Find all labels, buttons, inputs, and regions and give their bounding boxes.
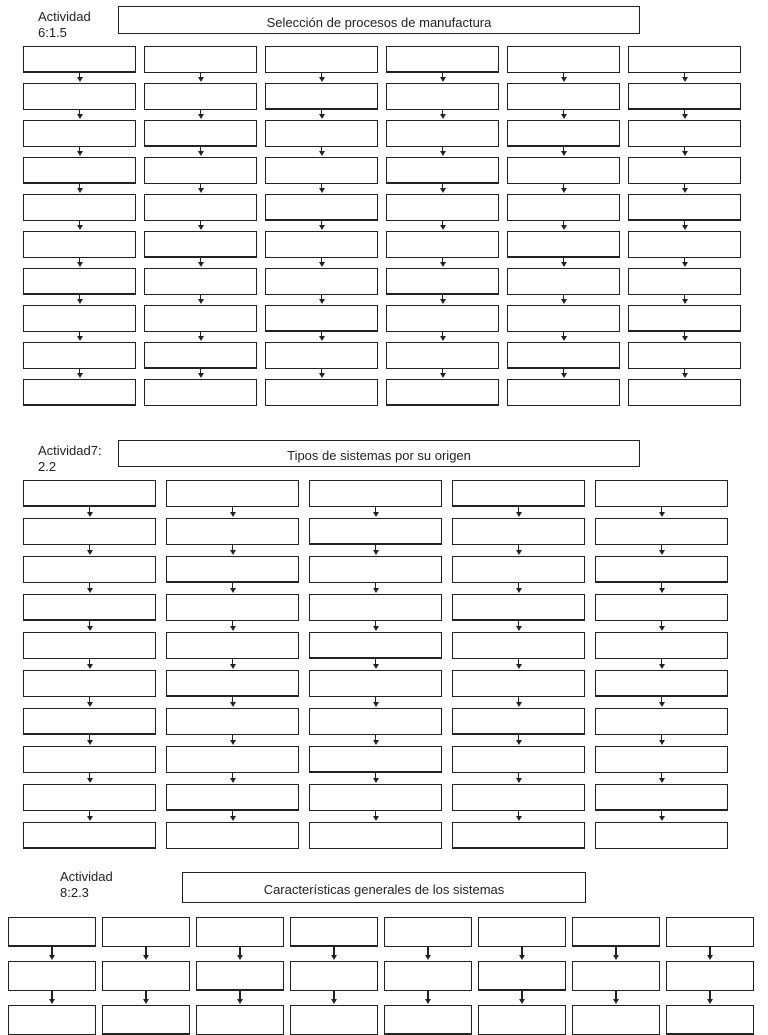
flowchart-box[interactable]	[628, 194, 741, 221]
down-arrow-icon	[615, 991, 616, 1001]
down-arrow-icon	[442, 295, 443, 301]
down-arrow-icon	[89, 507, 90, 514]
down-arrow-icon	[200, 258, 201, 264]
flowchart-box[interactable]	[102, 917, 190, 947]
activity-label: Actividad 8:2.3	[60, 869, 113, 900]
flowchart-box[interactable]	[166, 594, 299, 621]
down-arrow-icon	[375, 659, 376, 666]
down-arrow-icon	[51, 991, 52, 1001]
down-arrow-icon	[427, 947, 428, 957]
flowchart-box[interactable]	[309, 746, 442, 773]
down-arrow-icon	[563, 258, 564, 264]
flowchart-box[interactable]	[595, 594, 728, 621]
down-arrow-icon	[661, 773, 662, 780]
flowchart-box[interactable]	[628, 46, 741, 73]
down-arrow-icon	[684, 184, 685, 190]
flowchart-box[interactable]	[309, 518, 442, 545]
down-arrow-icon	[563, 147, 564, 153]
flowchart-box[interactable]	[452, 784, 585, 811]
flowchart-box[interactable]	[452, 746, 585, 773]
down-arrow-icon	[89, 583, 90, 590]
flowchart-box[interactable]	[384, 917, 472, 947]
down-arrow-icon	[684, 73, 685, 79]
flowchart-box[interactable]	[595, 480, 728, 507]
flowchart-box[interactable]	[628, 120, 741, 147]
down-arrow-icon	[200, 295, 201, 301]
flowchart-box[interactable]	[452, 518, 585, 545]
down-arrow-icon	[442, 369, 443, 375]
flowchart-box[interactable]	[8, 1005, 96, 1035]
flowchart-box[interactable]	[666, 917, 754, 947]
flowchart-box[interactable]	[507, 379, 620, 406]
down-arrow-icon	[200, 369, 201, 375]
down-arrow-icon	[321, 295, 322, 301]
down-arrow-icon	[321, 73, 322, 79]
down-arrow-icon	[518, 811, 519, 818]
flowchart-box[interactable]	[23, 480, 156, 507]
down-arrow-icon	[321, 147, 322, 153]
flowchart-box[interactable]	[507, 157, 620, 184]
down-arrow-icon	[684, 147, 685, 153]
flowchart-box[interactable]	[166, 556, 299, 583]
down-arrow-icon	[684, 110, 685, 116]
down-arrow-icon	[375, 621, 376, 628]
flowchart-box[interactable]	[666, 961, 754, 991]
flowchart-box[interactable]	[23, 194, 136, 221]
down-arrow-icon	[661, 545, 662, 552]
down-arrow-icon	[232, 583, 233, 590]
flowchart-box[interactable]	[23, 822, 156, 849]
down-arrow-icon	[442, 258, 443, 264]
flowchart-box[interactable]	[265, 157, 378, 184]
down-arrow-icon	[518, 659, 519, 666]
down-arrow-icon	[518, 583, 519, 590]
down-arrow-icon	[518, 697, 519, 704]
down-arrow-icon	[661, 621, 662, 628]
flowchart-box[interactable]	[384, 961, 472, 991]
flowchart-box[interactable]	[166, 822, 299, 849]
down-arrow-icon	[684, 369, 685, 375]
down-arrow-icon	[375, 735, 376, 742]
down-arrow-icon	[79, 110, 80, 116]
flowchart-box[interactable]	[595, 670, 728, 697]
down-arrow-icon	[333, 991, 334, 1001]
down-arrow-icon	[79, 221, 80, 227]
down-arrow-icon	[79, 73, 80, 79]
flowchart-box[interactable]	[386, 46, 499, 73]
flowchart-box[interactable]	[102, 961, 190, 991]
down-arrow-icon	[521, 991, 522, 1001]
flowchart-box[interactable]	[595, 556, 728, 583]
flowchart-box[interactable]	[265, 83, 378, 110]
down-arrow-icon	[79, 147, 80, 153]
flowchart-box[interactable]	[595, 632, 728, 659]
down-arrow-icon	[563, 295, 564, 301]
down-arrow-icon	[321, 332, 322, 338]
down-arrow-icon	[521, 947, 522, 957]
flowchart-box[interactable]	[507, 305, 620, 332]
flowchart-box[interactable]	[386, 305, 499, 332]
flowchart-box[interactable]	[196, 917, 284, 947]
down-arrow-icon	[321, 221, 322, 227]
flowchart-box[interactable]	[144, 379, 257, 406]
flowchart-box[interactable]	[23, 708, 156, 735]
down-arrow-icon	[51, 947, 52, 957]
flowchart-box[interactable]	[386, 83, 499, 110]
flowchart-box[interactable]	[507, 342, 620, 369]
down-arrow-icon	[232, 697, 233, 704]
flowchart-box[interactable]	[628, 83, 741, 110]
flowchart-box[interactable]	[628, 342, 741, 369]
flowchart-box[interactable]	[595, 746, 728, 773]
flowchart-box[interactable]	[507, 231, 620, 258]
flowchart-box[interactable]	[452, 822, 585, 849]
flowchart-box[interactable]	[265, 120, 378, 147]
down-arrow-icon	[89, 659, 90, 666]
flowchart-box[interactable]	[102, 1005, 190, 1035]
down-arrow-icon	[442, 221, 443, 227]
flowchart-box[interactable]	[144, 46, 257, 73]
flowchart-box[interactable]	[144, 120, 257, 147]
down-arrow-icon	[709, 991, 710, 1001]
down-arrow-icon	[518, 621, 519, 628]
flowchart-box[interactable]	[386, 120, 499, 147]
flowchart-box[interactable]	[265, 268, 378, 295]
flowchart-box[interactable]	[309, 480, 442, 507]
down-arrow-icon	[200, 147, 201, 153]
down-arrow-icon	[232, 507, 233, 514]
down-arrow-icon	[321, 258, 322, 264]
down-arrow-icon	[239, 991, 240, 1001]
down-arrow-icon	[89, 697, 90, 704]
flowchart-box[interactable]	[478, 961, 566, 991]
down-arrow-icon	[563, 332, 564, 338]
down-arrow-icon	[375, 507, 376, 514]
flowchart-box[interactable]	[166, 480, 299, 507]
flowchart-box[interactable]	[309, 594, 442, 621]
down-arrow-icon	[89, 621, 90, 628]
flowchart-box[interactable]	[23, 231, 136, 258]
flowchart-box[interactable]	[265, 231, 378, 258]
activity-label: Actividad7: 2.2	[38, 443, 102, 474]
flowchart-box[interactable]	[23, 46, 136, 73]
down-arrow-icon	[321, 184, 322, 190]
flowchart-box[interactable]	[265, 194, 378, 221]
flowchart-box[interactable]	[595, 784, 728, 811]
down-arrow-icon	[661, 697, 662, 704]
down-arrow-icon	[375, 697, 376, 704]
flowchart-box[interactable]	[452, 556, 585, 583]
down-arrow-icon	[232, 545, 233, 552]
flowchart-box[interactable]	[628, 231, 741, 258]
down-arrow-icon	[79, 369, 80, 375]
flowchart-box[interactable]	[23, 83, 136, 110]
down-arrow-icon	[518, 735, 519, 742]
down-arrow-icon	[563, 369, 564, 375]
down-arrow-icon	[232, 811, 233, 818]
flowchart-box[interactable]	[386, 342, 499, 369]
flowchart-box[interactable]	[595, 708, 728, 735]
down-arrow-icon	[661, 507, 662, 514]
flowchart-box[interactable]	[309, 556, 442, 583]
down-arrow-icon	[232, 621, 233, 628]
down-arrow-icon	[563, 73, 564, 79]
down-arrow-icon	[615, 947, 616, 957]
flowchart-box[interactable]	[166, 708, 299, 735]
flowchart-box[interactable]	[452, 670, 585, 697]
down-arrow-icon	[145, 991, 146, 1001]
flowchart-box[interactable]	[628, 157, 741, 184]
flowchart-box[interactable]	[386, 194, 499, 221]
flowchart-box[interactable]	[166, 784, 299, 811]
down-arrow-icon	[684, 221, 685, 227]
down-arrow-icon	[661, 735, 662, 742]
flowchart-box[interactable]	[572, 1005, 660, 1035]
down-arrow-icon	[79, 184, 80, 190]
down-arrow-icon	[661, 583, 662, 590]
down-arrow-icon	[661, 659, 662, 666]
flowchart-box[interactable]	[8, 961, 96, 991]
flowchart-box[interactable]	[309, 708, 442, 735]
flowchart-box[interactable]	[478, 1005, 566, 1035]
flowchart-box[interactable]	[23, 157, 136, 184]
flowchart-box[interactable]	[23, 746, 156, 773]
down-arrow-icon	[563, 184, 564, 190]
flowchart-box[interactable]	[23, 342, 136, 369]
flowchart-box[interactable]	[309, 632, 442, 659]
down-arrow-icon	[333, 947, 334, 957]
flowchart-box[interactable]	[507, 83, 620, 110]
down-arrow-icon	[89, 735, 90, 742]
down-arrow-icon	[232, 735, 233, 742]
down-arrow-icon	[79, 332, 80, 338]
flowchart-box[interactable]	[507, 194, 620, 221]
down-arrow-icon	[89, 773, 90, 780]
flowchart-box[interactable]	[265, 342, 378, 369]
flowchart-box[interactable]	[166, 670, 299, 697]
flowchart-box[interactable]	[265, 46, 378, 73]
flowchart-box[interactable]	[595, 822, 728, 849]
flowchart-box[interactable]	[265, 305, 378, 332]
flowchart-box[interactable]	[572, 917, 660, 947]
flowchart-box[interactable]	[290, 917, 378, 947]
down-arrow-icon	[684, 295, 685, 301]
flowchart-box[interactable]	[23, 632, 156, 659]
section-title: Selección de procesos de manufactura	[118, 6, 640, 34]
flowchart-box[interactable]	[23, 518, 156, 545]
flowchart-box[interactable]	[23, 556, 156, 583]
down-arrow-icon	[79, 258, 80, 264]
flowchart-box[interactable]	[265, 379, 378, 406]
down-arrow-icon	[442, 147, 443, 153]
down-arrow-icon	[200, 184, 201, 190]
down-arrow-icon	[89, 545, 90, 552]
flowchart-box[interactable]	[452, 480, 585, 507]
down-arrow-icon	[232, 659, 233, 666]
flowchart-box[interactable]	[23, 379, 136, 406]
flowchart-box[interactable]	[23, 120, 136, 147]
flowchart-box[interactable]	[309, 822, 442, 849]
down-arrow-icon	[79, 295, 80, 301]
flowchart-box[interactable]	[384, 1005, 472, 1035]
down-arrow-icon	[232, 773, 233, 780]
flowchart-box[interactable]	[386, 157, 499, 184]
down-arrow-icon	[375, 545, 376, 552]
flowchart-box[interactable]	[507, 268, 620, 295]
section-title: Características generales de los sistemas	[182, 872, 586, 903]
flowchart-box[interactable]	[144, 268, 257, 295]
flowchart-box[interactable]	[144, 342, 257, 369]
down-arrow-icon	[709, 947, 710, 957]
flowchart-box[interactable]	[8, 917, 96, 947]
flowchart-box[interactable]	[166, 746, 299, 773]
flowchart-box[interactable]	[452, 632, 585, 659]
down-arrow-icon	[145, 947, 146, 957]
down-arrow-icon	[661, 811, 662, 818]
down-arrow-icon	[375, 773, 376, 780]
flowchart-box[interactable]	[23, 268, 136, 295]
down-arrow-icon	[200, 73, 201, 79]
flowchart-box[interactable]	[628, 379, 741, 406]
flowchart-box[interactable]	[452, 594, 585, 621]
flowchart-box[interactable]	[166, 518, 299, 545]
flowchart-box[interactable]	[23, 784, 156, 811]
flowchart-box[interactable]	[166, 632, 299, 659]
down-arrow-icon	[427, 991, 428, 1001]
flowchart-box[interactable]	[196, 961, 284, 991]
down-arrow-icon	[375, 583, 376, 590]
down-arrow-icon	[518, 773, 519, 780]
down-arrow-icon	[442, 73, 443, 79]
flowchart-box[interactable]	[144, 305, 257, 332]
down-arrow-icon	[442, 184, 443, 190]
flowchart-box[interactable]	[666, 1005, 754, 1035]
down-arrow-icon	[89, 811, 90, 818]
down-arrow-icon	[200, 332, 201, 338]
section-title: Tipos de sistemas por su origen	[118, 440, 640, 467]
flowchart-box[interactable]	[144, 231, 257, 258]
down-arrow-icon	[321, 110, 322, 116]
flowchart-box[interactable]	[144, 157, 257, 184]
flowchart-box[interactable]	[386, 231, 499, 258]
down-arrow-icon	[239, 947, 240, 957]
flowchart-box[interactable]	[290, 1005, 378, 1035]
down-arrow-icon	[442, 110, 443, 116]
flowchart-box[interactable]	[628, 305, 741, 332]
down-arrow-icon	[518, 507, 519, 514]
down-arrow-icon	[563, 221, 564, 227]
activity-label: Actividad 6:1.5	[38, 9, 91, 40]
flowchart-box[interactable]	[144, 83, 257, 110]
flowchart-box[interactable]	[386, 379, 499, 406]
flowchart-box[interactable]	[628, 268, 741, 295]
flowchart-box[interactable]	[595, 518, 728, 545]
flowchart-box[interactable]	[309, 784, 442, 811]
down-arrow-icon	[442, 332, 443, 338]
flowchart-box[interactable]	[23, 670, 156, 697]
down-arrow-icon	[684, 258, 685, 264]
flowchart-box[interactable]	[309, 670, 442, 697]
flowchart-box[interactable]	[23, 305, 136, 332]
down-arrow-icon	[684, 332, 685, 338]
flowchart-box[interactable]	[507, 120, 620, 147]
down-arrow-icon	[321, 369, 322, 375]
flowchart-box[interactable]	[478, 917, 566, 947]
down-arrow-icon	[518, 545, 519, 552]
flowchart-box[interactable]	[572, 961, 660, 991]
down-arrow-icon	[563, 110, 564, 116]
flowchart-box[interactable]	[507, 46, 620, 73]
flowchart-box[interactable]	[196, 1005, 284, 1035]
flowchart-box[interactable]	[290, 961, 378, 991]
flowchart-box[interactable]	[386, 268, 499, 295]
flowchart-box[interactable]	[23, 594, 156, 621]
down-arrow-icon	[200, 110, 201, 116]
flowchart-box[interactable]	[452, 708, 585, 735]
down-arrow-icon	[375, 811, 376, 818]
down-arrow-icon	[200, 221, 201, 227]
flowchart-box[interactable]	[144, 194, 257, 221]
